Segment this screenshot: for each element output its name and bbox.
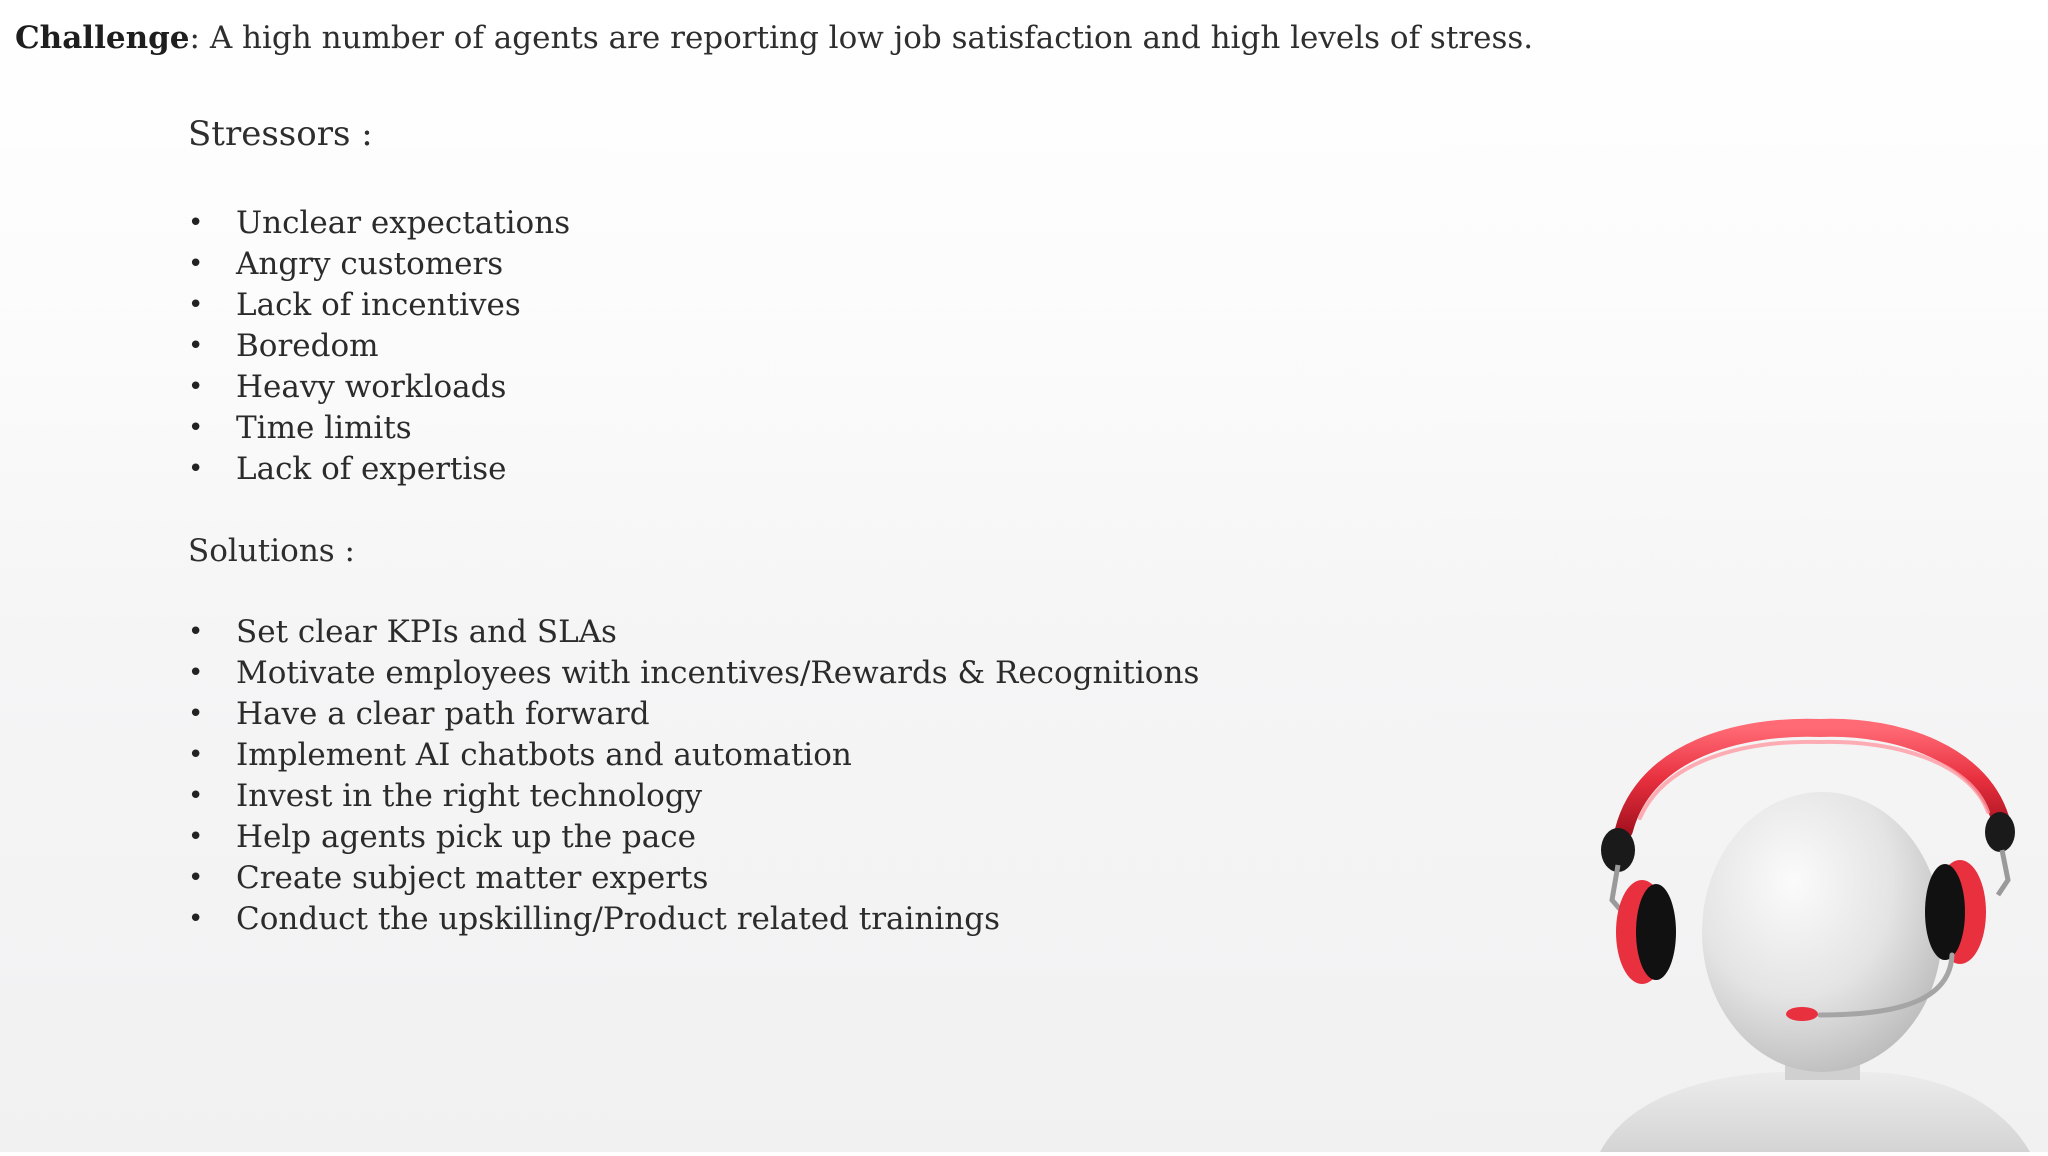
list-item-text: Heavy workloads <box>236 369 507 405</box>
bullet-icon: • <box>188 290 204 320</box>
figure-body <box>1600 1072 2030 1152</box>
list-item <box>188 367 570 408</box>
bullet-icon: • <box>188 863 204 893</box>
list-item <box>188 776 1199 817</box>
bullet-icon: • <box>188 822 204 852</box>
list-item <box>188 408 570 449</box>
challenge-label: Challenge <box>15 20 190 56</box>
bullet-icon: • <box>188 904 204 934</box>
right-arm <box>1998 850 2008 895</box>
list-item-text: Set clear KPIs and SLAs <box>236 614 617 650</box>
right-hinge <box>1985 812 2015 852</box>
left-earcup-inner <box>1636 884 1676 980</box>
list-item-text: Lack of incentives <box>236 287 521 323</box>
solutions-heading: Solutions : <box>188 533 355 569</box>
right-earcup-inner <box>1925 864 1965 960</box>
bullet-icon: • <box>188 658 204 688</box>
list-item <box>188 817 1199 858</box>
bullet-icon: • <box>188 781 204 811</box>
list-item-text: Lack of expertise <box>236 451 507 487</box>
list-item <box>188 899 1199 940</box>
bullet-icon: • <box>188 249 204 279</box>
list-item <box>188 694 1199 735</box>
bullet-icon: • <box>188 208 204 238</box>
list-item <box>188 612 1199 653</box>
bullet-icon: • <box>188 699 204 729</box>
list-item <box>188 244 570 285</box>
list-item-text: Invest in the right technology <box>236 778 703 814</box>
bullet-icon: • <box>188 454 204 484</box>
solutions-list <box>188 612 1199 940</box>
list-item <box>188 285 570 326</box>
list-item-text: Motivate employees with incentives/Rewards & Recognitions <box>236 655 1200 691</box>
list-item-text: Have a clear path forward <box>236 696 650 732</box>
stressors-list <box>188 203 570 490</box>
bullet-icon: • <box>188 617 204 647</box>
bullet-icon: • <box>188 740 204 770</box>
list-item <box>188 449 570 490</box>
bullet-icon: • <box>188 331 204 361</box>
list-item-text: Implement AI chatbots and automation <box>236 737 852 773</box>
headset-agent-svg <box>1570 700 2048 1152</box>
list-item-text: Conduct the upskilling/Product related trainings <box>236 901 1001 937</box>
list-item <box>188 326 570 367</box>
mic-tip <box>1786 1007 1818 1021</box>
list-item-text: Create subject matter experts <box>236 860 709 896</box>
list-item-text: Unclear expectations <box>236 205 571 241</box>
list-item <box>188 735 1199 776</box>
list-item <box>188 858 1199 899</box>
list-item <box>188 203 570 244</box>
figure-head <box>1702 792 1942 1072</box>
stressors-heading: Stressors : <box>188 114 373 154</box>
list-item <box>188 653 1199 694</box>
headset-agent-illustration <box>1570 700 2048 1152</box>
list-item-text: Boredom <box>236 328 379 364</box>
challenge-text: : A high number of agents are reporting low job satisfaction and high levels of stress. <box>189 20 1534 56</box>
list-item-text: Time limits <box>236 410 412 446</box>
bullet-icon: • <box>188 413 204 443</box>
list-item-text: Angry customers <box>236 246 504 282</box>
bullet-icon: • <box>188 372 204 402</box>
list-item-text: Help agents pick up the pace <box>236 819 696 855</box>
challenge-statement <box>15 14 1533 62</box>
